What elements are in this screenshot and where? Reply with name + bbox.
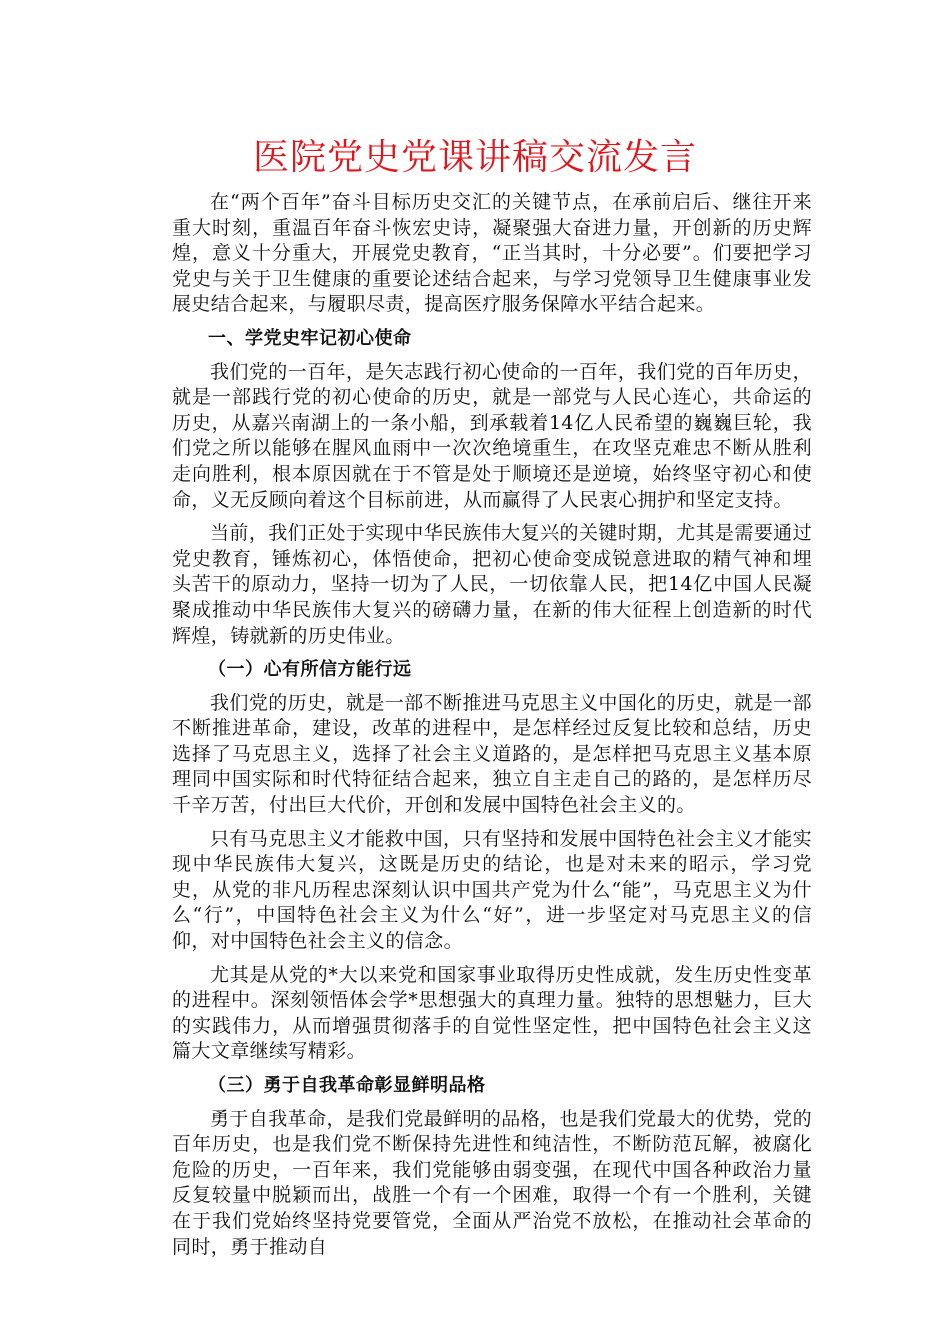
paragraph: 尤其是从党的*大以来党和国家事业取得历史性成就，发生历史性变革的进程中。深刻领悟体会学*思想强大的真理力量。独特的思想魅力，巨大的实践伟力，从而增强贯彻落手的自觉性坚定性，把中国特色社会主义这篇大文章继续写精彩。 [172,963,812,1063]
paragraph: 我们党的一百年，是矢志践行初心使命的一百年，我们党的百年历史，就是一部践行党的初心使命的历史，就是一部党与人民心连心，共命运的历史，从嘉兴南湖上的一条小船，到承载着14亿人民希望的巍巍巨轮，我们党之所以能够在腥风血雨中一次次绝境重生，在攻坚克难忠不断从胜利走向胜利，根本原因就在于不管是处于顺境还是逆境，始终坚守初心和使命，义无反顾向着这个目标前进，从而赢得了人民衷心拥护和坚定支持。 [172,360,812,511]
section-heading: （三）勇于自我革命彰显鲜明品格 [208,1075,486,1096]
section-heading: （一）心有所信方能行远 [208,659,412,681]
document-body [172,190,812,1268]
paragraph: 勇于自我革命，是我们党最鲜明的品格，也是我们党最大的优势，党的百年历史，也是我们党不断保持先进性和纯洁性，不断防范瓦解，被腐化危险的历史，一百年来，我们党能够由弱变强，在现代中国各种政治力量反复较量中脱颖而出，战胜一个有一个困难，取得一个有一个胜利，关键在于我们党始终坚持党要管党，全面从严治党不放松，在推动社会革命的同时，勇于推动自 [172,1107,812,1258]
paragraph: 我们党的历史，就是一部不断推进马克思主义中国化的历史，就是一部不断推进革命，建设，改革的进程中，是怎样经过反复比较和总结，历史选择了马克思主义，选择了社会主义道路的，是怎样把马克思主义基本原理同中国实际和时代特征结合起来，独立自主走自己的路的，是怎样历尽千辛万苦，付出巨大代价，开创和发展中国特色社会主义的。 [172,691,812,817]
document-title: 医院党史党课讲稿交流发言 [252,137,697,178]
paragraph: 只有马克思主义才能救中国，只有坚持和发展中国特色社会主义才能实现中华民族伟大复兴，这既是历史的结论，也是对未来的昭示，学习党史，从党的非凡历程忠深刻认识中国共产党为什么“能”，马克思主义为什么“行”，中国特色社会主义为什么“好”，进一步坚定对马克思主义的信仰，对中国特色社会主义的信念。 [172,827,812,953]
paragraph: 当前，我们正处于实现中华民族伟大复兴的关键时期，尤其是需要通过党史教育，锤炼初心，体悟使命，把初心使命变成锐意进取的精气神和埋头苦干的原动力，坚持一切为了人民，一切依靠人民，把14亿中国人民凝聚成推动中华民族伟大复兴的磅礴力量，在新的伟大征程上创造新的时代辉煌，铸就新的历史伟业。 [172,522,812,647]
paragraph: 在“两个百年”奋斗目标历史交汇的关键节点，在承前启后、继往开来重大时刻，重温百年奋斗恢宏史诗，凝聚强大奋进力量，开创新的历史辉煌，意义十分重大，开展党史教育，“正当其时，十分必要”。们要把学习党史与关于卫生健康的重要论述结合起来，与学习党领导卫生健康事业发展史结合起来，与履职尽责，提高医疗服务保障水平结合起来。 [172,191,812,316]
section-heading: 一、学党史牢记初心使命 [208,327,412,349]
